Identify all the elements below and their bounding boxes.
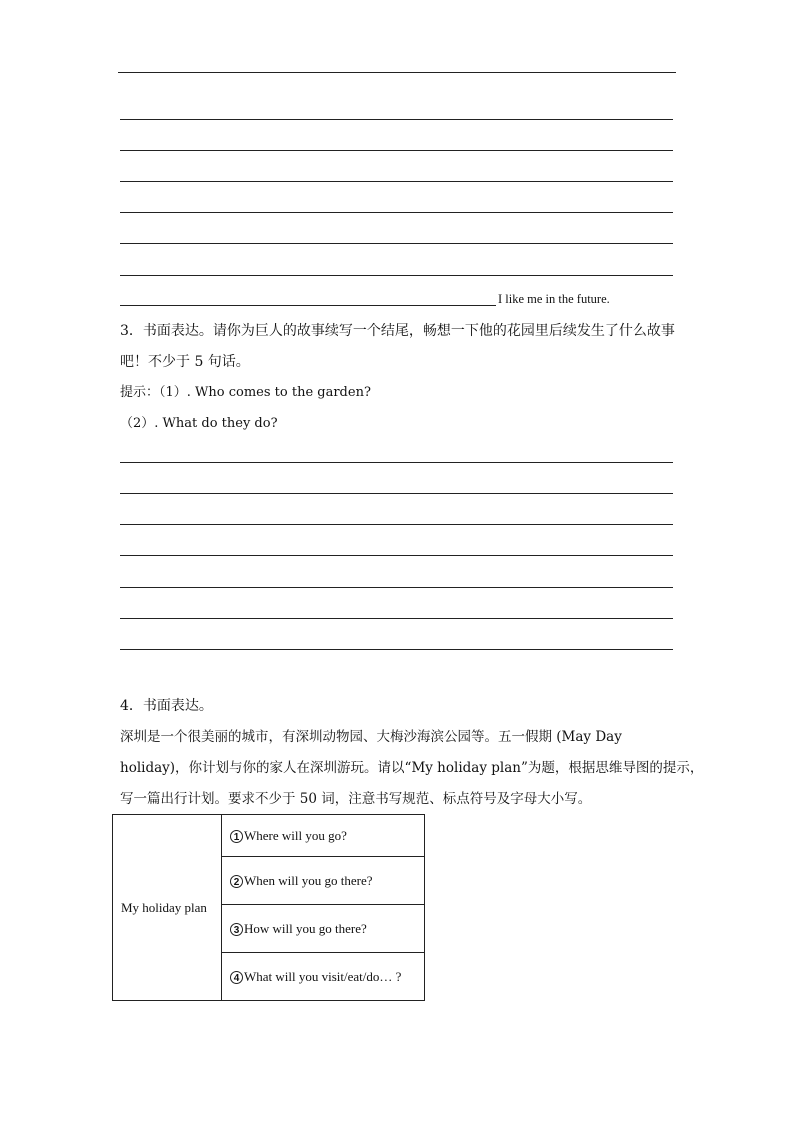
mind-map-table — [112, 814, 425, 1001]
writing-line[interactable] — [120, 275, 673, 276]
mind-map-branch — [222, 857, 425, 905]
writing-line[interactable] — [120, 150, 673, 151]
branch-text: Where will you go? — [244, 827, 347, 843]
writing-line[interactable] — [120, 618, 673, 619]
writing-line[interactable] — [120, 462, 673, 463]
circled-number-icon: 2 — [230, 875, 243, 888]
writing-line[interactable] — [120, 649, 673, 650]
circled-number-icon: 4 — [230, 971, 243, 984]
mind-map-root: My holiday plan — [113, 815, 222, 1001]
q3-hint-1: 提示：（1）. Who comes to the garden? — [120, 385, 371, 400]
q3-prompt-line1: 3．书面表达。请你为巨人的故事续写一个结尾，畅想一下他的花园里后续发生了什么故事 — [120, 323, 675, 339]
writing-line[interactable] — [120, 555, 673, 556]
mind-map-branch — [222, 905, 425, 953]
branch-text: How will you go there? — [244, 920, 367, 936]
q4-prompt-line3: 写一篇出行计划。要求不少于 50 词，注意书写规范、标点符号及字母大小写。 — [120, 791, 592, 807]
mind-map-branch — [222, 815, 425, 857]
mind-map-branch — [222, 953, 425, 1001]
closing-blank[interactable] — [120, 305, 496, 306]
writing-line[interactable] — [120, 243, 673, 244]
writing-line[interactable] — [120, 587, 673, 588]
writing-line[interactable] — [120, 524, 673, 525]
branch-text: When will you go there? — [244, 872, 373, 888]
q4-title: 4．书面表达。 — [120, 698, 213, 714]
q4-prompt-line1: 深圳是一个很美丽的城市，有深圳动物园、大梅沙海滨公园等。五一假期 (May Day — [120, 729, 622, 745]
closing-text: I like me in the future. — [498, 292, 610, 306]
writing-line[interactable] — [118, 72, 676, 73]
writing-line[interactable] — [120, 212, 673, 213]
q3-prompt-line2: 吧！不少于 5 句话。 — [120, 354, 250, 370]
circled-number-icon: 1 — [230, 830, 243, 843]
branch-text: What will you visit/eat/do… ? — [244, 968, 402, 984]
writing-line[interactable] — [120, 493, 673, 494]
q4-prompt-line2: holiday)，你计划与你的家人在深圳游玩。请以“My holiday plan”为题，根据思维导图的提示， — [120, 760, 704, 776]
writing-line[interactable] — [120, 119, 673, 120]
q3-hint-2: （2）. What do they do? — [120, 416, 278, 431]
writing-line[interactable] — [120, 181, 673, 182]
circled-number-icon: 3 — [230, 923, 243, 936]
